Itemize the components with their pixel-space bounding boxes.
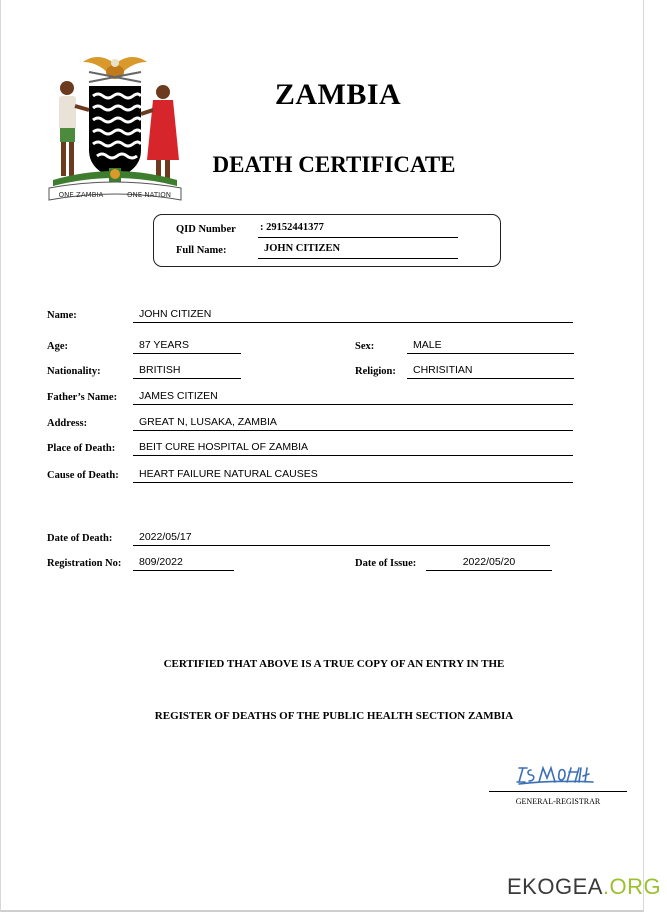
name-label: Name: [47,310,77,321]
name-value: JOHN CITIZEN [133,308,573,323]
qid-value: : 29152441377 [258,222,458,238]
date-of-death-value: 2022/05/17 [133,531,550,546]
age-value: 87 YEARS [133,339,241,354]
signature-line [489,791,627,792]
certification-line-2: REGISTER OF DEATHS OF THE PUBLIC HEALTH SECTION ZAMBIA [154,710,514,722]
qid-label: QID Number [176,224,236,235]
signature-role-label: GENERAL-REGISTRAR [515,797,601,806]
age-label: Age: [47,341,68,352]
address-label: Address: [47,418,88,429]
cause-of-death-label: Cause of Death: [47,470,119,481]
watermark-brand: EKOGEA [507,874,603,899]
date-of-issue-label: Date of Issue: [355,558,417,569]
watermark-tld: .ORG [602,874,662,899]
cause-of-death-value: HEART FAILURE NATURAL CAUSES [133,468,573,483]
emblem-motto-left: ONE ZAMBIA [58,191,104,199]
fathers-name-value: JAMES CITIZEN [133,390,573,405]
emblem-motto-right: ONE NATION [127,191,171,199]
nationality-value: BRITISH [133,364,241,379]
registration-no-label: Registration No: [47,558,122,569]
date-of-issue-value: 2022/05/20 [426,556,552,571]
document-title: DEATH CERTIFICATE [212,152,456,177]
registration-no-value: 809/2022 [133,556,234,571]
religion-value: CHRISITIAN [407,364,574,379]
sex-value: MALE [407,339,574,354]
full-name-label: Full Name: [176,245,227,256]
religion-label: Religion: [355,366,396,377]
watermark-logo [507,874,661,900]
country-title: ZAMBIA [274,78,402,111]
registrar-signature [513,760,597,788]
nationality-label: Nationality: [47,366,101,377]
address-value: GREAT N, LUSAKA, ZAMBIA [133,416,573,431]
full-name-value: JOHN CITIZEN [258,243,458,259]
id-summary-box [153,214,501,267]
sex-label: Sex: [355,341,375,352]
place-of-death-value: BEIT CURE HOSPITAL OF ZAMBIA [133,441,573,456]
coat-of-arms-emblem [45,50,185,205]
place-of-death-label: Place of Death: [47,443,116,454]
date-of-death-label: Date of Death: [47,533,113,544]
fathers-name-label: Father’s Name: [47,392,118,403]
certification-line-1: CERTIFIED THAT ABOVE IS A TRUE COPY OF AN ENTRY IN THE [163,658,505,670]
